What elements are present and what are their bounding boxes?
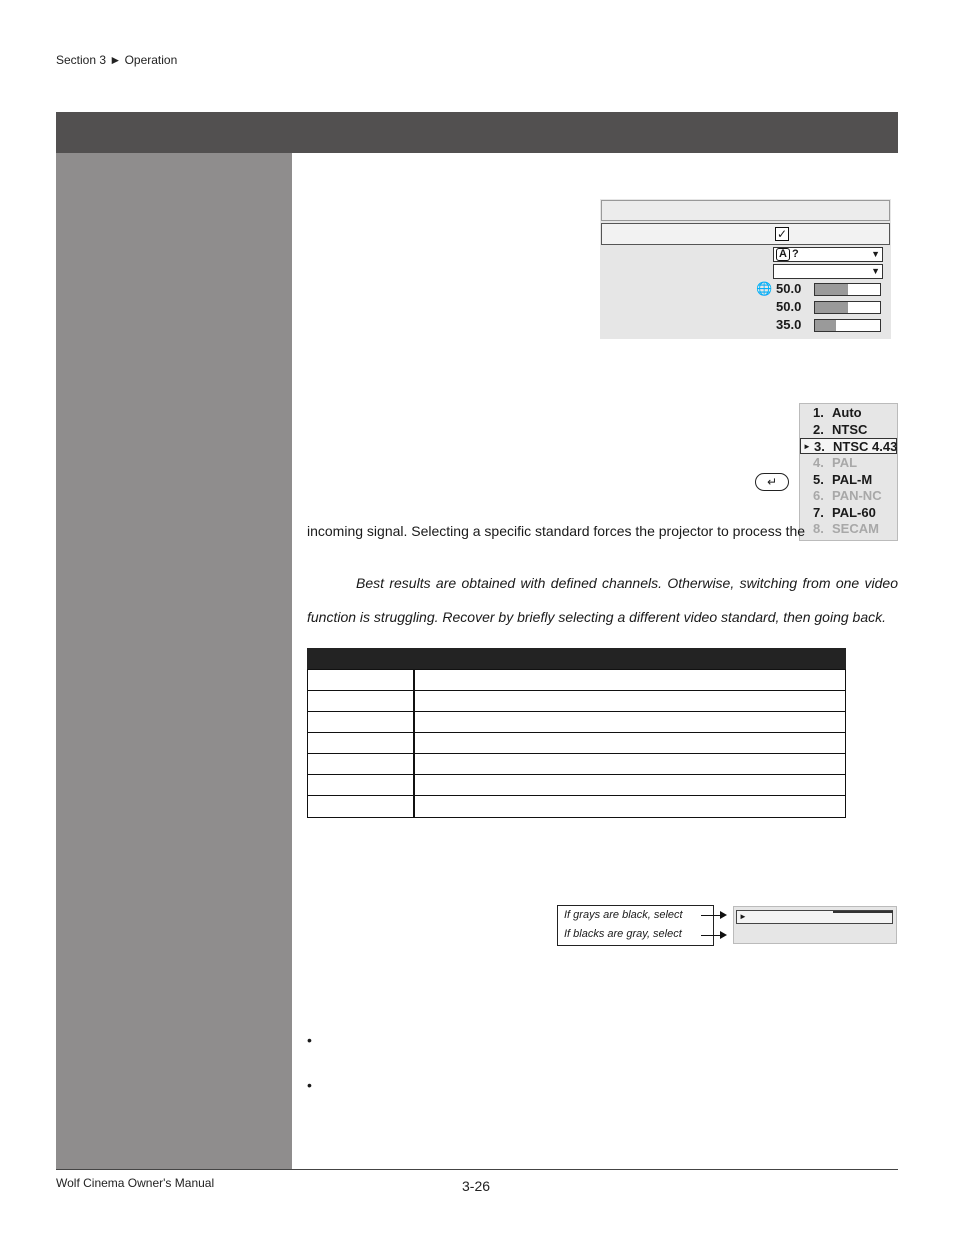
slider-row[interactable]: [750, 281, 882, 297]
arrow-line: [701, 915, 721, 916]
table-header: [307, 648, 846, 670]
chevron-down-icon: ▼: [871, 249, 880, 259]
slider-value: 50.0: [776, 281, 802, 296]
list-item[interactable]: ► 3. NTSC 4.43: [800, 438, 897, 454]
slider-value: 35.0: [776, 317, 802, 332]
table-cell: [308, 691, 415, 711]
callout-box: [557, 905, 714, 946]
list-item[interactable]: 2. NTSC: [813, 422, 868, 437]
arrow-right-icon: [720, 931, 727, 939]
table-row: [307, 711, 846, 733]
slider-fill: [815, 302, 848, 313]
body-paragraph: incoming signal. Selecting a specific standard forces the projector to process the: [307, 523, 806, 539]
slider-track[interactable]: [814, 283, 881, 296]
slider-fill: [815, 320, 836, 331]
table-row: [307, 690, 846, 712]
slider-track[interactable]: [814, 319, 881, 332]
arrow-line: [701, 935, 721, 936]
table-row: [307, 795, 846, 818]
video-standard-table: [307, 648, 846, 818]
video-standard-list: [799, 403, 898, 541]
list-item[interactable]: 1. Auto: [813, 405, 862, 420]
table-cell: [308, 733, 415, 753]
menu-selected-row[interactable]: [736, 910, 893, 924]
section-header-bar: [56, 112, 898, 153]
table-row: [307, 753, 846, 775]
black-level-menu: [733, 906, 897, 944]
selection-mark: [833, 911, 893, 913]
slider-track[interactable]: [814, 301, 881, 314]
table-cell: [308, 775, 415, 795]
footer-manual-title: Wolf Cinema Owner's Manual: [56, 1176, 215, 1190]
chevron-down-icon: ▼: [871, 266, 880, 276]
callout-line: If grays are black, select: [564, 909, 683, 921]
table-row: [307, 669, 846, 691]
slider-value: 50.0: [776, 299, 802, 314]
table-cell: [308, 712, 415, 732]
menu-selected-row[interactable]: [601, 223, 890, 245]
globe-icon: 🌐: [756, 281, 773, 296]
table-cell: [308, 754, 415, 774]
dropdown-value: [776, 248, 799, 261]
note-line-1: Best results are obtained with defined channels. Otherwise, switching from one video: [356, 575, 898, 591]
arrow-right-icon: [720, 911, 727, 919]
bullet: •: [307, 1032, 312, 1048]
list-item[interactable]: 8. SECAM: [813, 521, 879, 536]
list-item[interactable]: 4. PAL: [813, 455, 858, 470]
slider-fill: [815, 284, 848, 295]
auto-icon: A: [776, 248, 790, 261]
dropdown-empty[interactable]: [773, 264, 883, 279]
dropdown-auto[interactable]: [773, 247, 883, 262]
callout-line: If blacks are gray, select: [564, 928, 682, 940]
checkbox[interactable]: ✓: [776, 227, 788, 241]
dropdown-text: ?: [791, 248, 799, 260]
breadcrumb: Section 3 ► Operation: [56, 53, 178, 67]
table-row: [307, 774, 846, 796]
table-cell: [308, 670, 415, 690]
list-item[interactable]: 7. PAL-60: [813, 505, 876, 520]
table-cell: [308, 796, 415, 817]
enter-key-icon: ↵: [755, 473, 789, 491]
slider-row[interactable]: [750, 299, 882, 315]
bullet: •: [307, 1077, 312, 1093]
menu-title-bar: [601, 200, 890, 221]
slider-row[interactable]: [750, 317, 882, 333]
table-row: [307, 732, 846, 754]
page-number: 3-26: [462, 1178, 491, 1194]
pointer-icon: ►: [803, 442, 811, 451]
list-item[interactable]: 6. PAN-NC: [813, 488, 882, 503]
list-item[interactable]: 5. PAL-M: [813, 472, 873, 487]
video-options-menu: [600, 199, 891, 339]
pointer-icon: ►: [739, 912, 747, 921]
footer-rule: [56, 1169, 898, 1170]
sidebar-column: [56, 153, 292, 1170]
note-line-2: function is struggling. Recover by briefly selecting a different video standard, then going back.: [307, 609, 886, 625]
